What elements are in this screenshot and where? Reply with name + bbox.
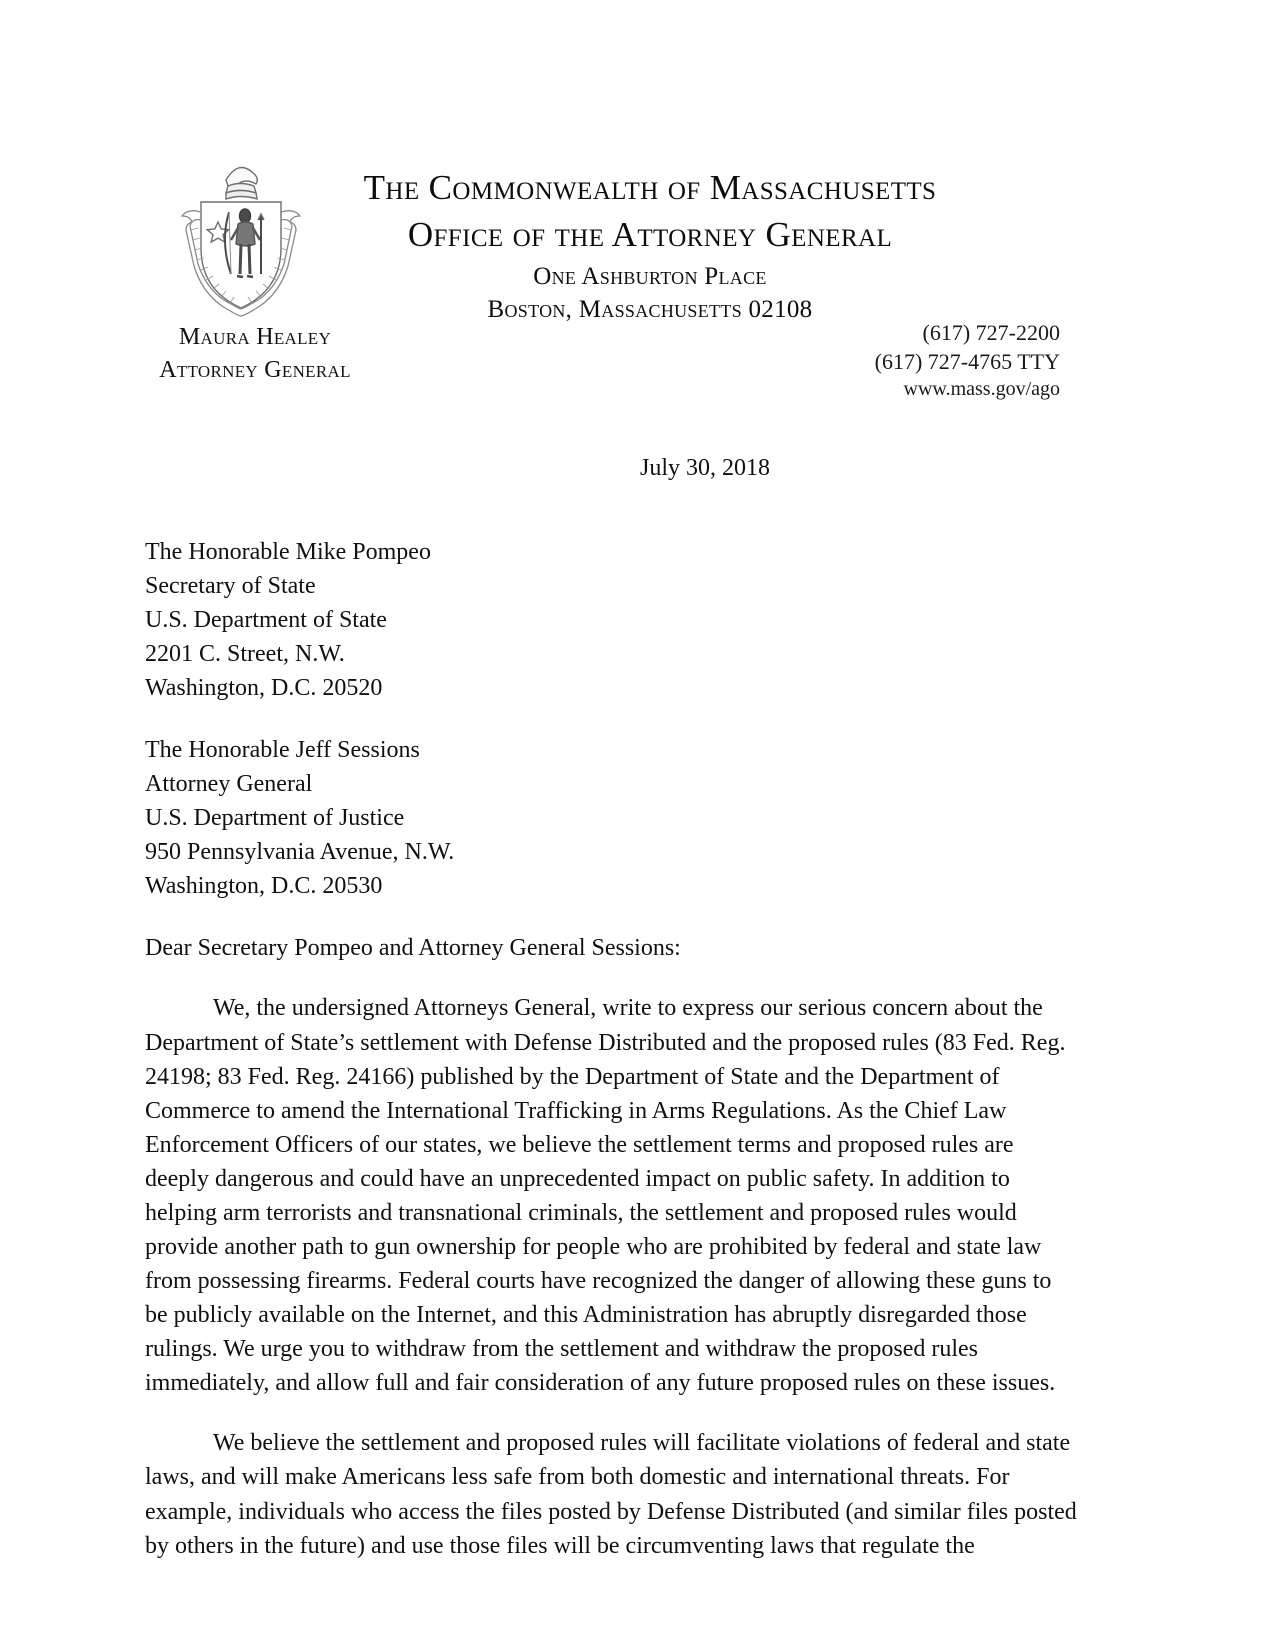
salutation: Dear Secretary Pompeo and Attorney General Sessions:	[145, 935, 681, 962]
official-identity	[140, 322, 370, 385]
paragraph-2-line: by others in the future) and use those files will be circumventing laws that regulate the	[145, 1532, 975, 1559]
paragraph-1-line: be publicly available on the Internet, and this Administration has abruptly disregarded those	[145, 1302, 1027, 1329]
recipient-2-city: Washington, D.C. 20530	[145, 873, 383, 900]
commonwealth-title: The Commonwealth of Massachusetts	[363, 168, 937, 207]
office-title: Office of the Attorney General	[407, 214, 893, 254]
paragraph-2-line: example, individuals who access the files posted by Defense Distributed (and similar files posted	[145, 1498, 1077, 1525]
street-address: One Ashburton Place	[533, 263, 767, 291]
website-url: www.mass.gov/ago	[903, 378, 1060, 401]
recipient-1-street: 2201 C. Street, N.W.	[145, 640, 345, 667]
paragraph-1-line: Department of State’s settlement with Defense Distributed and the proposed rules (83 Fed. Reg.	[145, 1029, 1066, 1056]
letter-date: July 30, 2018	[640, 455, 771, 481]
paragraph-1-line: rulings. We urge you to withdraw from the settlement and withdraw the proposed rules	[145, 1336, 979, 1363]
tty-number: (617) 727-4765 TTY	[874, 349, 1060, 375]
paragraph-1-line: deeply dangerous and could have an unprecedented impact on public safety. In addition to	[145, 1165, 1010, 1192]
phone-number: (617) 727-2200	[922, 320, 1060, 345]
recipient-2-title: Attorney General	[145, 771, 313, 798]
agency-heading	[300, 168, 1000, 325]
letter-body	[145, 455, 1077, 1563]
recipient-address-pompeo	[145, 535, 1070, 705]
recipient-1-title: Secretary of State	[145, 572, 316, 599]
recipient-1-name: The Honorable Mike Pompeo	[145, 538, 431, 565]
paragraph-1-line: Enforcement Officers of our states, we believe the settlement terms and proposed rules are	[145, 1131, 1014, 1158]
recipient-2-name: The Honorable Jeff Sessions	[145, 736, 420, 763]
paragraph-1-line: Commerce to amend the International Trafficking in Arms Regulations. As the Chief Law	[145, 1097, 1007, 1124]
paragraph-1-line: We, the undersigned Attorneys General, write to express our serious concern about the	[213, 995, 1043, 1022]
recipient-2-agency: U.S. Department of Justice	[145, 805, 405, 832]
recipient-1-agency: U.S. Department of State	[145, 606, 387, 633]
official-name: Maura Healey	[178, 324, 332, 350]
paragraph-2-line: laws, and will make Americans less safe from both domestic and international threats. For	[145, 1464, 1010, 1491]
paragraph-1-line: from possessing firearms. Federal courts have recognized the danger of allowing these guns to	[145, 1268, 1052, 1295]
letterhead	[0, 0, 1265, 420]
recipient-address-sessions	[145, 733, 1070, 903]
official-title: Attorney General	[159, 357, 351, 383]
recipient-1-city: Washington, D.C. 20520	[145, 674, 383, 701]
body-paragraph-2	[145, 1426, 1077, 1562]
paragraph-1-line: immediately, and allow full and fair consideration of any future proposed rules on these issues.	[145, 1370, 1056, 1397]
massachusetts-state-seal-icon	[168, 150, 314, 320]
city-state-zip: Boston, Massachusetts 02108	[487, 296, 813, 324]
paragraph-1-line: provide another path to gun ownership for people who are prohibited by federal and state law	[145, 1234, 1042, 1260]
paragraph-1-line: helping arm terrorists and transnational criminals, the settlement and proposed rules would	[145, 1199, 1017, 1226]
body-paragraph-1	[145, 991, 1070, 1400]
recipient-2-street: 950 Pennsylvania Avenue, N.W.	[145, 839, 455, 866]
contact-info	[700, 318, 1060, 402]
paragraph-2-line: We believe the settlement and proposed rules will facilitate violations of federal and state	[213, 1430, 1071, 1457]
paragraph-1-line: 24198; 83 Fed. Reg. 24166) published by the Department of State and the Department of	[145, 1063, 1000, 1090]
